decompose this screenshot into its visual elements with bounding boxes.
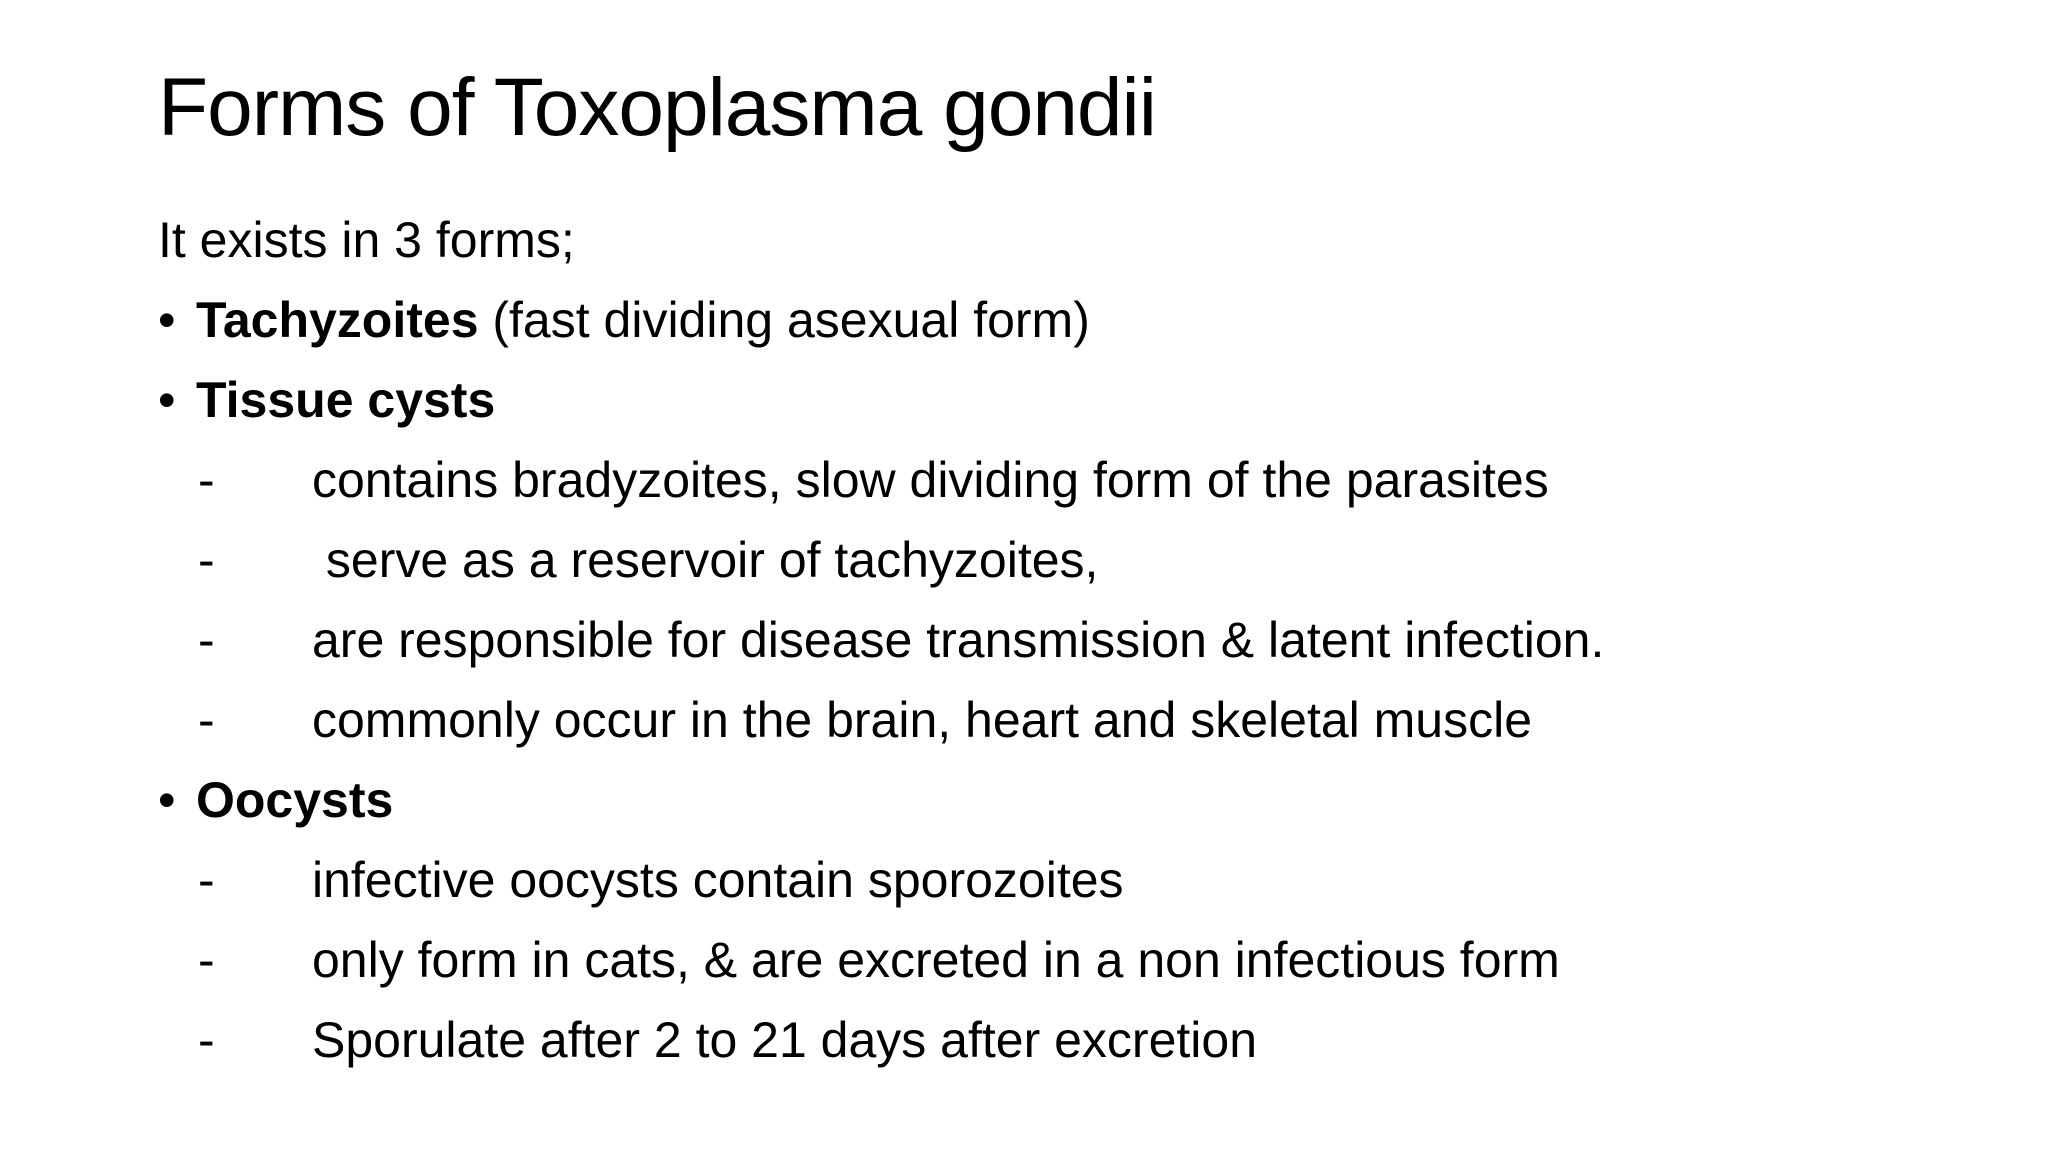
form-note: (fast dividing asexual form): [478, 292, 1090, 348]
dash-icon: -: [198, 692, 215, 748]
bullet-icon: •: [158, 772, 176, 828]
bullet-icon: •: [158, 292, 176, 348]
dash-icon: -: [198, 852, 215, 908]
form-name: Tissue cysts: [196, 372, 496, 428]
sub-point-text: infective oocysts contain sporozoites: [312, 852, 1124, 908]
dash-icon: -: [198, 452, 215, 508]
sub-point-text: only form in cats, & are excreted in a non infectious form: [312, 932, 1560, 988]
dash-icon: -: [198, 532, 215, 588]
form-name: Oocysts: [196, 772, 394, 828]
sub-point-text: serve as a reservoir of tachyzoites,: [312, 532, 1099, 588]
dash-icon: -: [198, 612, 215, 668]
sub-point-text: contains bradyzoites, slow dividing form of the parasites: [312, 452, 1549, 508]
sub-point-text: Sporulate after 2 to 21 days after excretion: [312, 1012, 1257, 1068]
sub-point-text: commonly occur in the brain, heart and skeletal muscle: [312, 692, 1533, 748]
slide-title: Forms of Toxoplasma gondii: [158, 62, 1156, 153]
form-name: Tachyzoites: [196, 292, 479, 348]
sub-point-text: are responsible for disease transmission & latent infection.: [312, 612, 1605, 668]
dash-icon: -: [198, 932, 215, 988]
dash-icon: -: [198, 1012, 215, 1068]
intro-text: It exists in 3 forms;: [158, 212, 575, 268]
bullet-icon: •: [158, 372, 176, 428]
bullet-text: [196, 290, 1090, 350]
